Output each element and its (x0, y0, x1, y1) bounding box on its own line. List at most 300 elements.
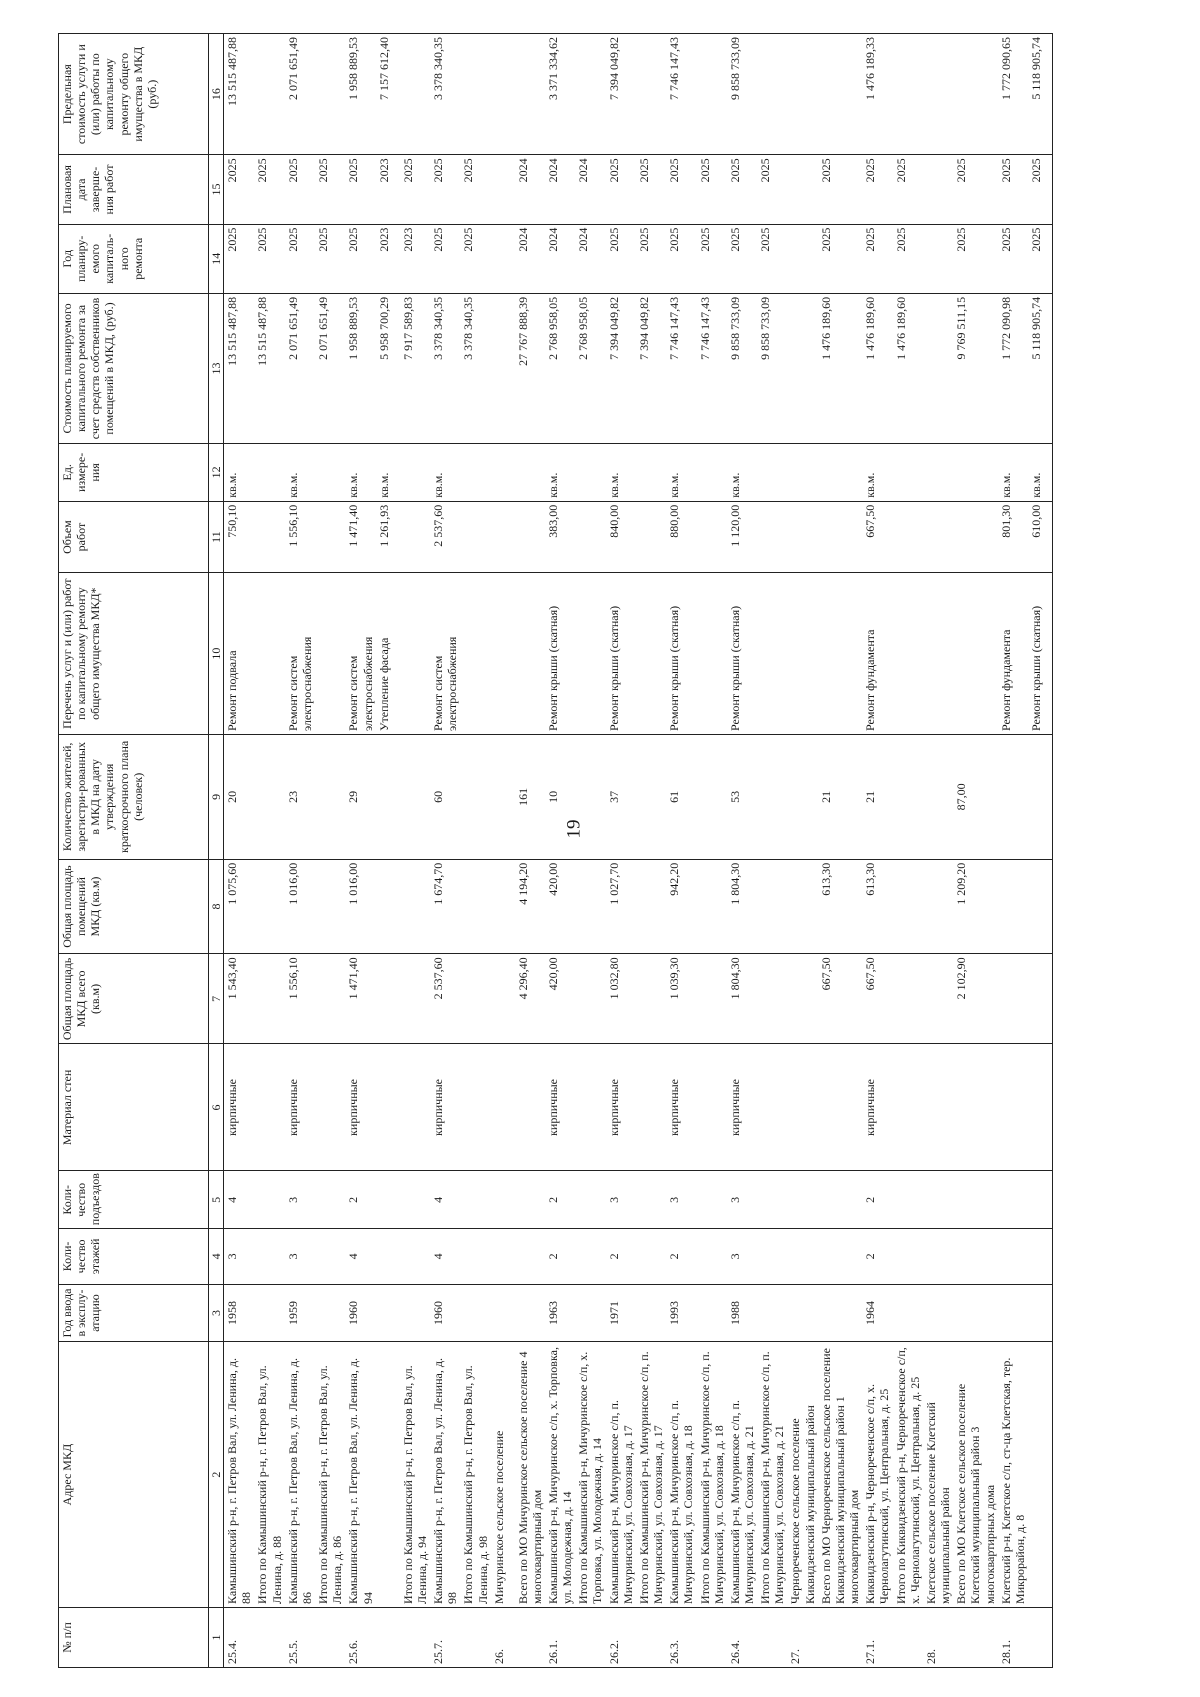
table-cell (998, 1044, 1028, 1171)
table-cell (400, 501, 430, 573)
table-cell: Киквидзенский р-н, Чернореченское с/п, х. Чернолагутинский, ул. Центральная, д. 25 (862, 1342, 892, 1608)
table-cell (787, 1284, 817, 1342)
table-cell: 667,50 (862, 954, 892, 1044)
column-header: Общая площадь МКД всего (кв.м) (59, 954, 209, 1044)
table-cell: 2025 (953, 155, 997, 224)
table-cell: 7 746 147,43 (697, 293, 727, 443)
table-cell (787, 573, 817, 735)
column-number: 14 (209, 224, 224, 293)
table-cell (491, 1171, 515, 1229)
table-cell (893, 573, 923, 735)
table-cell: 2025 (666, 155, 696, 224)
table-cell (491, 293, 515, 443)
table-cell (953, 1284, 997, 1342)
column-header: № п/п (59, 1607, 209, 1667)
table-cell (697, 735, 727, 860)
table-cell: 13 515 487,88 (224, 293, 255, 443)
table-cell (818, 1229, 862, 1284)
table-cell (315, 34, 345, 155)
table-cell: 2025 (636, 224, 666, 293)
table-cell: 1 674,70 (430, 859, 460, 954)
table-row (345, 34, 375, 1668)
table-row (862, 34, 892, 1668)
table-cell (491, 1284, 515, 1342)
table-cell: 7 394 049,82 (606, 293, 636, 443)
table-cell (636, 573, 666, 735)
column-header: Общая площадь помещений МКД (кв.м) (59, 859, 209, 954)
table-cell (923, 735, 953, 860)
table-cell (757, 1607, 787, 1667)
table-cell: 2 537,60 (430, 501, 460, 573)
table-cell (491, 954, 515, 1044)
table-cell (636, 34, 666, 155)
table-cell (998, 1284, 1028, 1342)
table-cell (254, 573, 284, 735)
table-cell: 801,30 (998, 501, 1028, 573)
table-cell: 2025 (862, 224, 892, 293)
table-cell: 1 016,00 (345, 859, 375, 954)
column-header: Объем работ (59, 501, 209, 573)
table-cell: 20 (224, 735, 255, 860)
table-cell: 9 858 733,09 (727, 293, 757, 443)
table-cell: 3 (224, 1229, 255, 1284)
column-header: Год планиру-емого капиталь-ного ремонта (59, 224, 209, 293)
table-cell: 28. (923, 1607, 953, 1667)
table-cell (491, 1044, 515, 1171)
table-cell: 37 (606, 735, 636, 860)
table-cell (315, 1229, 345, 1284)
table-cell (787, 293, 817, 443)
table-row (545, 34, 575, 1668)
table-cell: 1 804,30 (727, 954, 757, 1044)
table-cell (818, 1044, 862, 1171)
table-cell (757, 954, 787, 1044)
table-cell (491, 1229, 515, 1284)
table-cell (400, 859, 430, 954)
column-header: Материал стен (59, 1044, 209, 1171)
column-header: Ед. измере-ния (59, 444, 209, 502)
table-cell: Ремонт крыши (скатная) (1028, 573, 1053, 735)
table-cell (787, 501, 817, 573)
table-cell (400, 444, 430, 502)
table-row (430, 34, 460, 1668)
table-cell (818, 573, 862, 735)
column-number-row (209, 34, 224, 1668)
table-cell: кирпичные (606, 1044, 636, 1171)
table-cell: 21 (862, 735, 892, 860)
table-cell: Чернореченское сельское поселение Киквидзенский муниципальный район (787, 1342, 817, 1608)
table-cell: 2025 (315, 224, 345, 293)
table-cell: Ремонт систем электроснабжения (430, 573, 460, 735)
rotated-table-wrapper (58, 33, 1198, 1668)
table-cell: кв.м. (430, 444, 460, 502)
table-cell: Камышинский р-н, г. Петров Вал, ул. Ленина, д. 88 (224, 1342, 255, 1608)
table-cell: Итого по Камышинский р-н, Мичуринское с/п, п. Мичуринский, ул. Совхозная, д. 21 (757, 1342, 787, 1608)
table-cell: 2025 (727, 224, 757, 293)
table-cell (254, 1607, 284, 1667)
table-cell: 4 (224, 1171, 255, 1229)
table-cell (376, 1284, 400, 1342)
table-row (606, 34, 636, 1668)
table-cell: 2023 (400, 224, 430, 293)
table-cell: 2025 (727, 155, 757, 224)
table-cell: Камышинский р-н, Мичуринское с/п, п. Мичуринский, ул. Совхозная, д. 17 (606, 1342, 636, 1608)
table-cell: кирпичные (285, 1044, 315, 1171)
table-cell: 61 (666, 735, 696, 860)
table-cell: Ремонт крыши (скатная) (606, 573, 636, 735)
table-cell: 2025 (666, 224, 696, 293)
table-cell (376, 735, 400, 860)
table-cell: кв.м. (1028, 444, 1053, 502)
column-header: Год ввода в эксплу-атацию (59, 1284, 209, 1342)
table-cell (998, 735, 1028, 860)
table-cell (923, 224, 953, 293)
table-cell: Клетский р-н, Клетское с/п, ст-ца Клетская, тер. Микрорайон, д. 8 (998, 1342, 1028, 1608)
table-cell (923, 34, 953, 155)
table-cell (893, 501, 923, 573)
table-cell (818, 34, 862, 155)
table-cell: кирпичные (345, 1044, 375, 1171)
table-cell: 26.4. (727, 1607, 757, 1667)
table-cell (636, 1044, 666, 1171)
table-cell (460, 735, 490, 860)
table-cell (376, 1607, 400, 1667)
table-cell (787, 954, 817, 1044)
column-number: 4 (209, 1229, 224, 1284)
table-cell (315, 501, 345, 573)
table-cell: кв.м. (666, 444, 696, 502)
table-cell: 3 (666, 1171, 696, 1229)
table-cell (254, 501, 284, 573)
table-row (400, 34, 430, 1668)
table-cell: 1960 (345, 1284, 375, 1342)
table-cell: 26.2. (606, 1607, 636, 1667)
table-cell: Всего по МО Мичуринское сельское поселение 4 многоквартирный дом (515, 1342, 545, 1608)
table-cell (636, 1607, 666, 1667)
table-cell: 2025 (606, 155, 636, 224)
table-cell (893, 1044, 923, 1171)
table-cell (575, 34, 605, 155)
table-cell (893, 1229, 923, 1284)
table-row (254, 34, 284, 1668)
column-number: 3 (209, 1284, 224, 1342)
table-cell (998, 1171, 1028, 1229)
table-cell: 2 (545, 1229, 575, 1284)
table-cell: 2025 (254, 224, 284, 293)
column-header: Стоимость планируемого капитального ремонта за счет средств собственников помещений в МКД, (руб.) (59, 293, 209, 443)
table-cell: кирпичные (862, 1044, 892, 1171)
column-header: Предельная стоимость услуги и (или) работы по капитальному ремонту общего имущества в МКД (руб.) (59, 34, 209, 155)
table-cell (1028, 1607, 1053, 1667)
table-cell (697, 859, 727, 954)
table-cell: 1 804,30 (727, 859, 757, 954)
table-cell (575, 1284, 605, 1342)
table-row (893, 34, 923, 1668)
column-number: 1 (209, 1607, 224, 1667)
table-cell: 2025 (315, 155, 345, 224)
table-cell: 4 (345, 1229, 375, 1284)
table-cell (757, 1044, 787, 1171)
table-cell: 23 (285, 735, 315, 860)
table-cell: кв.м. (545, 444, 575, 502)
table-cell (254, 859, 284, 954)
table-cell: 2023 (376, 155, 400, 224)
table-cell (254, 34, 284, 155)
table-cell (460, 34, 490, 155)
table-cell: Итого по Камышинский р-н, г. Петров Вал, ул. Ленина, д. 98 (460, 1342, 490, 1608)
table-cell: 2 (606, 1229, 636, 1284)
table-cell: 1959 (285, 1284, 315, 1342)
table-cell: 610,00 (1028, 501, 1053, 573)
table-cell (757, 1229, 787, 1284)
table-cell (400, 1284, 430, 1342)
table-row (923, 34, 953, 1668)
table-cell: 1960 (430, 1284, 460, 1342)
table-cell: 2 (666, 1229, 696, 1284)
table-cell: 4 (430, 1229, 460, 1284)
table-cell: 26. (491, 1607, 515, 1667)
table-cell (575, 1607, 605, 1667)
table-cell (315, 1607, 345, 1667)
table-cell (998, 954, 1028, 1044)
table-cell (787, 735, 817, 860)
table-cell: 3 378 340,35 (460, 293, 490, 443)
table-cell: 1971 (606, 1284, 636, 1342)
table-cell (315, 954, 345, 1044)
table-row (515, 34, 545, 1668)
table-cell: Камышинский р-н, г. Петров Вал, ул. Ленина, д. 98 (430, 1342, 460, 1608)
table-cell: 2025 (606, 224, 636, 293)
table-cell: 2025 (345, 155, 375, 224)
table-cell (515, 1229, 545, 1284)
table-cell: кв.м. (345, 444, 375, 502)
table-cell: 27. (787, 1607, 817, 1667)
column-number: 11 (209, 501, 224, 573)
column-number: 13 (209, 293, 224, 443)
table-cell: 5 118 905,74 (1028, 293, 1053, 443)
table-cell (953, 1171, 997, 1229)
table-cell (400, 1044, 430, 1171)
table-cell: 29 (345, 735, 375, 860)
table-cell: 7 394 049,82 (606, 34, 636, 155)
table-cell (1028, 735, 1053, 860)
table-cell: 7 746 147,43 (666, 293, 696, 443)
table-cell (757, 859, 787, 954)
table-cell (515, 1044, 545, 1171)
table-cell: 2025 (460, 224, 490, 293)
table-cell (953, 501, 997, 573)
table-cell: 2 071 651,49 (285, 34, 315, 155)
table-cell (460, 1044, 490, 1171)
table-cell: 161 (515, 735, 545, 860)
table-cell (893, 1607, 923, 1667)
table-cell (376, 1171, 400, 1229)
table-cell (460, 954, 490, 1044)
table-cell: 1 027,70 (606, 859, 636, 954)
table-cell: 2024 (515, 224, 545, 293)
table-cell: 1 772 090,98 (998, 293, 1028, 443)
table-cell (491, 155, 515, 224)
table-cell (787, 1171, 817, 1229)
table-cell: Итого по Камышинский р-н, г. Петров Вал, ул. Ленина, д. 88 (254, 1342, 284, 1608)
table-cell: 4 194,20 (515, 859, 545, 954)
table-cell: 1963 (545, 1284, 575, 1342)
table-cell: 942,20 (666, 859, 696, 954)
table-row (697, 34, 727, 1668)
table-cell (575, 1044, 605, 1171)
table-cell: 7 917 589,83 (400, 293, 430, 443)
table-cell (636, 444, 666, 502)
table-cell: Камышинский р-н, Мичуринское с/п, п. Мичуринский, ул. Совхозная, д. 21 (727, 1342, 757, 1608)
table-cell: 750,10 (224, 501, 255, 573)
table-cell: 2025 (636, 155, 666, 224)
table-cell (376, 1229, 400, 1284)
table-cell: Ремонт систем электроснабжения (345, 573, 375, 735)
table-cell (893, 1171, 923, 1229)
column-header: Количество жителей, зарегистри-рованных в МКД на дату утверждения краткосрочного плана (человек) (59, 735, 209, 860)
table-cell (315, 1284, 345, 1342)
table-cell: 1 075,60 (224, 859, 255, 954)
table-cell (998, 1229, 1028, 1284)
table-cell: 1958 (224, 1284, 255, 1342)
table-cell: 2025 (400, 155, 430, 224)
table-cell (757, 735, 787, 860)
column-number: 6 (209, 1044, 224, 1171)
table-cell (376, 954, 400, 1044)
table-cell: 25.4. (224, 1607, 255, 1667)
table-cell (400, 735, 430, 860)
table-row (636, 34, 666, 1668)
table-cell: 2025 (953, 224, 997, 293)
table-cell: Камышинский р-н, Мичуринское с/п, х. Торповка, ул. Молодежная, д. 14 (545, 1342, 575, 1608)
table-cell (254, 1044, 284, 1171)
table-cell: 1964 (862, 1284, 892, 1342)
table-cell (818, 501, 862, 573)
table-cell: 2023 (376, 224, 400, 293)
table-cell (893, 1284, 923, 1342)
table-cell (697, 1607, 727, 1667)
table-cell (515, 444, 545, 502)
table-cell (254, 444, 284, 502)
table-cell (460, 1607, 490, 1667)
table-cell: 2025 (818, 155, 862, 224)
table-cell (998, 859, 1028, 954)
table-cell (636, 735, 666, 860)
table-cell: 28.1. (998, 1607, 1028, 1667)
table-cell (787, 1044, 817, 1171)
table-cell (923, 444, 953, 502)
table-cell: 2025 (254, 155, 284, 224)
column-header: Плановая дата заверше-ния работ (59, 155, 209, 224)
table-cell (400, 1229, 430, 1284)
table-cell: Ремонт фундамента (862, 573, 892, 735)
table-cell (923, 155, 953, 224)
table-cell (787, 1229, 817, 1284)
table-cell (400, 954, 430, 1044)
table-cell (923, 859, 953, 954)
table-cell (953, 1229, 997, 1284)
table-cell (636, 954, 666, 1044)
table-cell (818, 1607, 862, 1667)
repair-plan-table (58, 33, 1053, 1668)
table-cell (818, 1171, 862, 1229)
table-row (491, 34, 515, 1668)
table-row (818, 34, 862, 1668)
table-cell: 1 471,40 (345, 501, 375, 573)
table-cell: Всего по МО Клетское сельское поселение Клетский муниципальный район 3 многоквартирных дома (953, 1342, 997, 1608)
table-cell (697, 1044, 727, 1171)
table-cell (757, 1284, 787, 1342)
table-cell: 2025 (862, 155, 892, 224)
table-cell: 2 (862, 1229, 892, 1284)
table-cell: 3 371 334,62 (545, 34, 575, 155)
table-cell: 3 378 340,35 (430, 293, 460, 443)
table-cell (757, 573, 787, 735)
table-cell (953, 573, 997, 735)
table-cell (491, 859, 515, 954)
table-cell: 1 039,30 (666, 954, 696, 1044)
table-cell (757, 1171, 787, 1229)
table-cell (400, 34, 430, 155)
table-cell (893, 34, 923, 155)
table-cell: 1 209,20 (953, 859, 997, 954)
table-cell: 2025 (998, 224, 1028, 293)
table-cell: 2025 (285, 224, 315, 293)
table-cell (787, 155, 817, 224)
table-cell: 21 (818, 735, 862, 860)
table-cell (575, 1171, 605, 1229)
table-cell (893, 954, 923, 1044)
table-row (666, 34, 696, 1668)
table-cell (254, 1171, 284, 1229)
table-cell: 7 394 049,82 (636, 293, 666, 443)
table-cell (315, 1044, 345, 1171)
table-cell (254, 735, 284, 860)
table-cell (400, 573, 430, 735)
table-cell (491, 501, 515, 573)
table-cell: 1988 (727, 1284, 757, 1342)
table-cell (460, 1171, 490, 1229)
table-cell (575, 501, 605, 573)
table-cell (315, 735, 345, 860)
table-cell (893, 735, 923, 860)
table-cell: 2 537,60 (430, 954, 460, 1044)
table-cell: кв.м. (862, 444, 892, 502)
table-cell: 2025 (285, 155, 315, 224)
table-cell (254, 954, 284, 1044)
table-cell (491, 444, 515, 502)
table-cell (491, 735, 515, 860)
table-cell: 2025 (697, 224, 727, 293)
table-cell (1028, 1284, 1053, 1342)
table-cell (1028, 1342, 1053, 1608)
table-cell: Итого по Камышинский р-н, Мичуринское с/п, х. Торповка, ул. Молодежная, д. 14 (575, 1342, 605, 1608)
table-row (285, 34, 315, 1668)
table-cell: Камышинский р-н, г. Петров Вал, ул. Ленина, д. 86 (285, 1342, 315, 1608)
table-cell (787, 444, 817, 502)
table-cell: 1 476 189,60 (818, 293, 862, 443)
table-cell (515, 573, 545, 735)
table-cell: 667,50 (862, 501, 892, 573)
table-cell (460, 501, 490, 573)
table-cell (757, 444, 787, 502)
table-cell (636, 501, 666, 573)
table-cell: Ремонт крыши (скатная) (545, 573, 575, 735)
table-cell (818, 1284, 862, 1342)
column-number: 9 (209, 735, 224, 860)
table-cell: 1 476 189,33 (862, 34, 892, 155)
table-cell (697, 501, 727, 573)
